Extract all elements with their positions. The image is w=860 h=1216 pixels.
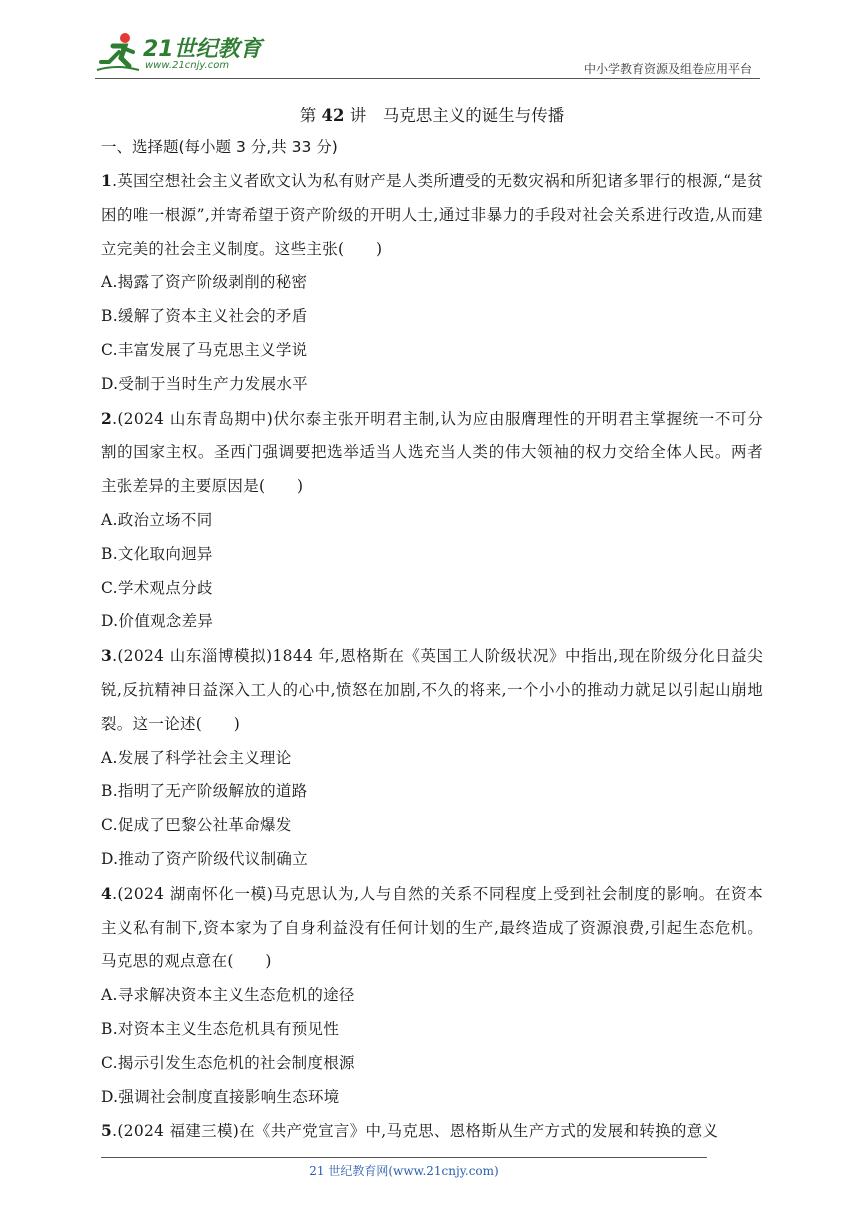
option-a: A.揭露了资产阶级剥削的秘密 — [101, 273, 308, 292]
option-b: B.对资本主义生态危机具有预见性 — [101, 1019, 340, 1038]
question-3 — [101, 639, 763, 877]
section-heading: 一、选择题(每小题 3 分,共 33 分) — [101, 138, 338, 156]
question-text: .(2024 山东淄博模拟)1844 年,恩格斯在《英国工人阶级状况》中指出,现在阶级分化日益尖锐,反抗精神日益深入工人的心中,愤怒在加剧,不久的将来,一个小小的推动力就足以引起山崩地裂。这一论述( ) — [101, 647, 763, 733]
question-text: .(2024 福建三模)在《共产党宣言》中,马克思、恩格斯从生产方式的发展和转换的意义 — [112, 1122, 719, 1141]
question-number: 2 — [101, 408, 113, 428]
question-text: .英国空想社会主义者欧文认为私有财产是人类所遭受的无数灾祸和所犯诸多罪行的根源,“是贫困的唯一根源”,并寄希望于资产阶级的开明人士,通过非暴力的手段对社会关系进行改造,从而建立完美的社会主义制度。这些主张( ) — [101, 172, 763, 258]
question-number: 1 — [101, 171, 113, 190]
question-1 — [101, 164, 763, 402]
question-number: 3 — [101, 646, 113, 666]
option-d: D.强调社会制度直接影响生态环境 — [101, 1087, 340, 1106]
logo — [95, 28, 265, 76]
footer-divider — [101, 1157, 707, 1158]
lesson-number: 42 — [321, 106, 345, 125]
question-number: 5 — [101, 1121, 113, 1141]
runner-icon — [95, 32, 141, 74]
question-5 — [101, 1114, 763, 1149]
option-c: C.促成了巴黎公社革命爆发 — [101, 816, 292, 835]
option-a: A.寻求解决资本主义生态危机的途径 — [101, 986, 355, 1005]
question-number: 4 — [101, 883, 113, 903]
question-stem — [101, 164, 763, 266]
title-prefix: 第 — [299, 106, 322, 125]
option-c: C.学术观点分歧 — [101, 578, 213, 597]
option-a: A.政治立场不同 — [101, 510, 213, 529]
footer-link[interactable]: 21 世纪教育网(www.21cnjy.com) — [309, 1164, 499, 1178]
option-d: D.推动了资产阶级代议制确立 — [101, 849, 309, 868]
header-divider — [95, 78, 760, 79]
question-4 — [101, 877, 763, 1115]
page-header — [95, 28, 760, 80]
title-suffix: 讲 马克思主义的诞生与传播 — [344, 106, 565, 125]
platform-name: 中小学教育资源及组卷应用平台 — [583, 62, 752, 76]
option-b: B.指明了无产阶级解放的道路 — [101, 782, 308, 801]
question-stem — [101, 877, 763, 979]
option-c: C.揭示引发生态危机的社会制度根源 — [101, 1053, 355, 1072]
question-stem — [101, 402, 763, 504]
question-text: .(2024 湖南怀化一模)马克思认为,人与自然的关系不同程度上受到社会制度的影响。在资本主义私有制下,资本家为了自身利益没有任何计划的生产,最终造成了资源浪费,引起生态危机。马克思的观点意在( ) — [101, 884, 763, 971]
logo-url: www.21cnjy.com — [145, 60, 230, 71]
question-stem — [101, 639, 763, 741]
lesson-title — [101, 101, 763, 130]
option-b: B.缓解了资本主义社会的矛盾 — [101, 307, 308, 326]
question-text: .(2024 山东青岛期中)伏尔泰主张开明君主制,认为应由服膺理性的开明君主掌握统一不可分割的国家主权。圣西门强调要把选举适当人选充当人类的伟大领袖的权力交给全体人民。两者主张差异的主要原因是( ) — [101, 409, 763, 496]
document-body — [101, 101, 763, 1149]
option-d: D.受制于当时生产力发展水平 — [101, 374, 309, 393]
option-a: A.发展了科学社会主义理论 — [101, 748, 292, 767]
option-b: B.文化取向迥异 — [101, 544, 213, 563]
question-2 — [101, 402, 763, 640]
option-d: D.价值观念差异 — [101, 612, 214, 631]
option-c: C.丰富发展了马克思主义学说 — [101, 340, 308, 359]
logo-text: 21世纪教育 — [143, 37, 262, 62]
question-stem — [101, 1114, 763, 1149]
